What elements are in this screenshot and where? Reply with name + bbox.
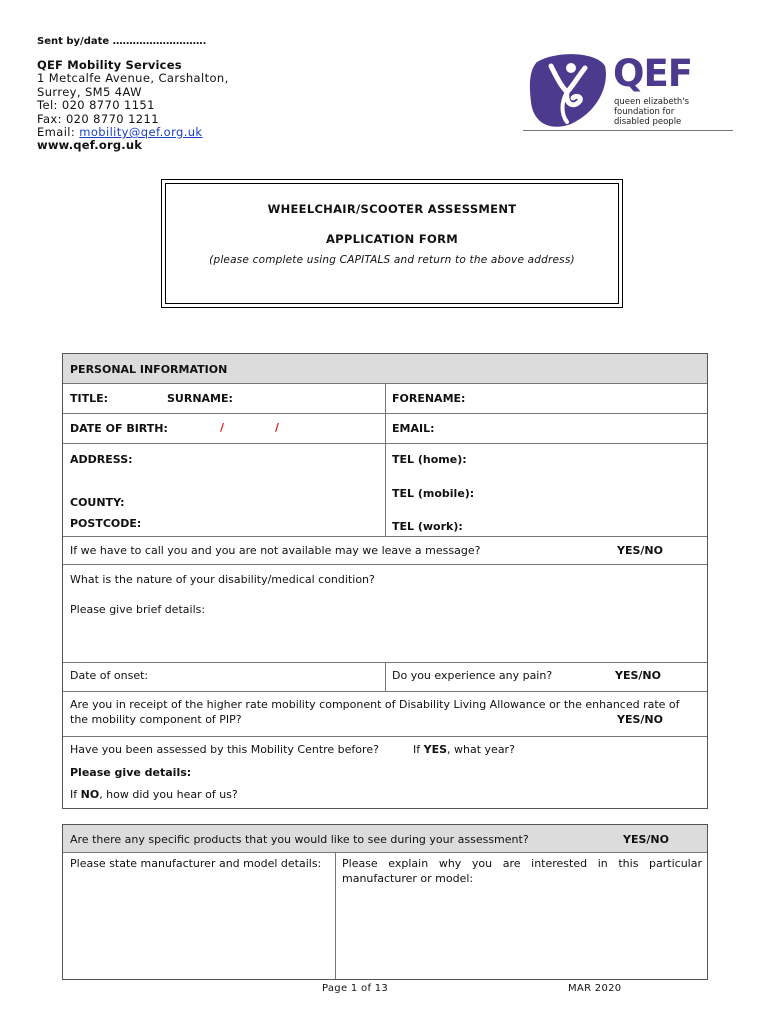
dob-separator: /	[220, 421, 225, 434]
personal-information-section	[62, 353, 708, 809]
county-field-label: COUNTY:	[70, 496, 125, 509]
row-divider	[63, 691, 707, 692]
address-field-label: ADDRESS:	[70, 453, 133, 466]
products-question: Are there any specific products that you would like to see during your assessment?	[70, 833, 529, 846]
interest-explanation-label: Please explain why you are interested in this particular manufacturer or model:	[342, 857, 702, 885]
revision-date: MAR 2020	[568, 983, 622, 994]
sent-by-date: Sent by/date ……………………….	[37, 36, 207, 47]
email-link[interactable]: mobility@qef.org.uk	[79, 125, 203, 140]
tel-work-field-label: TEL (work):	[392, 520, 463, 533]
if-label: If	[70, 788, 81, 801]
tel-mobile-field-label: TEL (mobile):	[392, 487, 475, 500]
forename-field-label: FORENAME:	[392, 392, 466, 405]
form-title-box	[161, 179, 623, 308]
column-divider	[385, 383, 386, 536]
mobility-component-yes-no[interactable]: YES/NO	[617, 713, 663, 726]
column-divider	[385, 662, 386, 691]
pain-yes-no[interactable]: YES/NO	[615, 669, 661, 682]
yes-label: YES	[423, 743, 448, 756]
column-divider	[335, 852, 336, 979]
fax: Fax: 020 8770 1211	[37, 111, 159, 126]
logo-wordmark: QEF	[613, 52, 693, 95]
leave-message-question: If we have to call you and you are not available may we leave a message?	[70, 544, 481, 557]
row-divider	[63, 736, 707, 737]
row-divider	[63, 536, 707, 537]
page-number: Page 1 of 13	[322, 983, 389, 994]
row-divider	[63, 564, 707, 565]
address-line-1: 1 Metcalfe Avenue, Carshalton,	[37, 71, 229, 86]
if-yes-year	[413, 743, 515, 756]
assessed-before-question: Have you been assessed by this Mobility Centre before?	[70, 743, 379, 756]
form-subtitle: APPLICATION FORM	[325, 232, 459, 246]
dob-field-label: DATE OF BIRTH:	[70, 422, 168, 435]
pain-question: Do you experience any pain?	[392, 669, 553, 682]
address-line-2: Surrey, SM5 4AW	[37, 84, 142, 99]
form-title: WHEELCHAIR/SCOOTER ASSESSMENT	[267, 202, 517, 216]
no-label: NO	[80, 788, 100, 801]
if-label: If	[413, 743, 424, 756]
leave-message-yes-no[interactable]: YES/NO	[617, 544, 663, 557]
email-label: Email:	[37, 125, 80, 140]
title-field-label: TITLE:	[70, 392, 109, 405]
contact-address	[37, 59, 229, 153]
website: www.qef.org.uk	[37, 138, 143, 153]
row-divider	[63, 852, 707, 853]
manufacturer-details-label: Please state manufacturer and model details:	[70, 857, 322, 870]
if-no-hear-of-us	[70, 788, 238, 801]
what-year-label: , what year?	[447, 743, 515, 756]
brief-details-label: Please give brief details:	[70, 603, 206, 616]
email-line	[37, 126, 229, 139]
logo-tagline	[614, 97, 689, 127]
mobility-component-question: the mobility component of PIP?	[70, 713, 242, 726]
section-heading: PERSONAL INFORMATION	[70, 363, 228, 376]
logo-tagline-line: disabled people	[614, 117, 682, 127]
mobility-component-question-line-1: Are you in receipt of the higher rate mobility component of Disability Living Allowance or the enhanced rate of	[70, 698, 680, 711]
qef-logo-icon	[527, 52, 609, 130]
products-yes-no[interactable]: YES/NO	[623, 833, 669, 846]
org-name: QEF Mobility Services	[37, 58, 182, 72]
surname-field-label: SURNAME:	[167, 392, 233, 405]
onset-date-label: Date of onset:	[70, 669, 149, 682]
tel-home-field-label: TEL (home):	[392, 453, 467, 466]
products-section	[62, 824, 708, 980]
logo-tagline-line: queen elizabeth's	[614, 97, 690, 107]
dob-separator: /	[275, 421, 280, 434]
form-instruction: (please complete using CAPITALS and return to the above address)	[209, 254, 575, 266]
give-details-label: Please give details:	[70, 766, 192, 779]
hear-of-us-label: , how did you hear of us?	[99, 788, 238, 801]
logo-divider	[523, 130, 733, 131]
logo-tagline-line: foundation for	[614, 107, 675, 117]
email-field-label: EMAIL:	[392, 422, 435, 435]
telephone: Tel: 020 8770 1151	[37, 98, 155, 113]
postcode-field-label: POSTCODE:	[70, 517, 142, 530]
disability-question: What is the nature of your disability/medical condition?	[70, 573, 375, 586]
